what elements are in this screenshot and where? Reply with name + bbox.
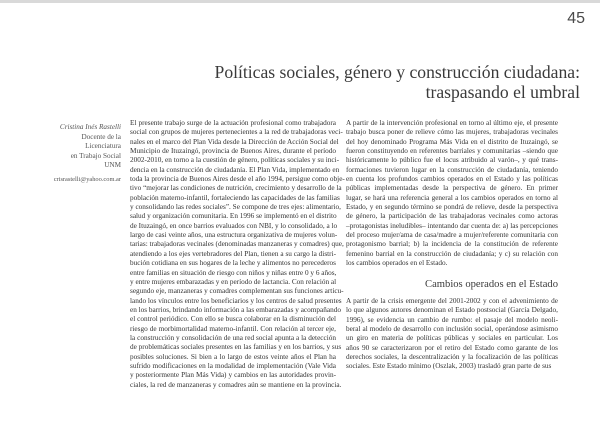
text-line: beral al modelo de desarrollo con inclusión social, operándose asimismo (346, 325, 558, 334)
text-line: población materno-infantil, fortaleciendo las capacidades de las familias (130, 193, 340, 202)
text-line: –protagonistas ineludibles– intentando dar cuenta de: a) las percepciones (346, 221, 558, 230)
author-affiliation: UNM (104, 161, 121, 170)
text-line: en los barrios, brindando información a las embarazadas y acompañando (130, 305, 341, 314)
page-number: 45 (567, 10, 585, 27)
text-line: lo que algunos autores denominan el Estado postsocial (García Delgado, (346, 306, 558, 315)
author-email: crisrastelli@yahoo.com.ar (53, 175, 121, 183)
text-line: lugar, se hará una referencia general a los cambios operados en torno al (346, 193, 558, 202)
text-line: 1996), se evidencia un cambio de rumbo: el pasaje del modelo neoli- (346, 315, 558, 324)
author-affiliation: en Trabajo Social (70, 151, 121, 160)
text-line: bución cotidiana en sus hogares de la leche y alimentos no perecederos (130, 259, 336, 268)
text-line: nales en el marco del Plan Vida desde la Dirección de Acción Social del (130, 137, 339, 146)
body-column-right-top (346, 119, 558, 269)
author-name: Cristina Inés Rastelli (59, 123, 121, 131)
text-line: salud y organización comunitaria. En 1996 se implementó en el distrito (130, 212, 337, 221)
text-line: de género, la participación de las trabajadoras vecinales como actoras (346, 212, 558, 221)
text-line: la construcción y consolidación de una red social apunta a la detección (130, 333, 336, 342)
text-line: públicas implementadas desde la perspectiva de género. En primer (346, 184, 558, 193)
title-line: traspasando el umbral (425, 82, 580, 102)
body-column-right-bottom (346, 297, 558, 372)
text-line: años 90 se caracterizaron por el retiro del Estado como garante de los (346, 343, 558, 352)
text-line: y entre mujeres embarazadas y en período de lactancia. Con relación al (130, 277, 337, 286)
text-line: largo de casi veinte años, una estructura organizativa de mujeres volun- (130, 231, 338, 240)
text-line: posibles soluciones. Si bien a lo largo de estos veinte años el Plan ha (130, 352, 336, 361)
text-line: formaciones tuvieron lugar en la construcción de ciudadanía, teniendo (346, 165, 558, 174)
text-line: ciales, la red de manzaneras y comadres aún se mantiene en la provincia. (130, 380, 342, 389)
text-line: los cambios operados en el Estado. (346, 259, 448, 268)
author-affiliation: Docente de la (81, 132, 121, 141)
text-line: derechos sociales, la descentralización y la focalización de las políticas (346, 353, 558, 362)
section-heading: Cambios operados en el Estado (425, 279, 558, 290)
text-line: y posteriormente Plan Más Vida) y cambios en las autoridades provin- (130, 371, 336, 380)
author-block (24, 123, 121, 185)
text-line: Estado, y en segundo término se pondrá de relieve, desde la perspectiva (346, 203, 558, 212)
text-line: del proceso mujer/ama de casa/madre a mujer/referente comunitaria con (346, 231, 558, 240)
text-line: tivo “mejorar las condiciones de nutrición, crecimiento y desarrollo de la (130, 184, 342, 193)
text-line: fueron constituyendo en referentes barriales y comunitarias –siendo que (346, 147, 558, 156)
text-line: toda la provincia de Buenos Aires desde el año 1994, persigue como obje- (130, 175, 345, 184)
text-line: de problemáticas sociales presentes en las familias y en los barrios, y sus (130, 343, 342, 352)
text-line: social con grupos de mujeres pertenecientes a la red de trabajadoras veci- (130, 128, 343, 137)
text-line: Municipio de Ituzaingó, provincia de Buenos Aires, durante el período (130, 147, 336, 156)
text-line: el control periódico. Con ello se busca colaborar en la disminución del (130, 315, 336, 324)
text-line: entre familias en situación de riesgo con niños y niñas entre 0 y 6 años, (130, 268, 337, 277)
text-line: protagonismo barrial; b) la incidencia de la constitución de referente (346, 240, 558, 249)
text-line: segundo eje, manzaneras y comadres complementan sus funciones articu- (130, 287, 344, 296)
title-line: Políticas sociales, género y construcción ciudadana: (214, 62, 580, 82)
text-line: riesgo de morbimortalidad materno-infantil. Con relación al tercer eje, (130, 324, 336, 333)
text-line: El presente trabajo surge de la actuación profesional como trabajadora (130, 119, 336, 127)
text-line: un giro en materia de políticas públicas y sociales en particular. Los (346, 334, 558, 343)
top-rule (0, 0, 600, 3)
text-line: de Ituzaingó, en once barrios evaluados con NBI, y lo consolidado, a lo (130, 221, 338, 230)
text-line: sociales. Este Estado mínimo (Oszlak, 2003) trasladó gran parte de sus (346, 362, 552, 371)
text-line: sufrido modificaciones en la modalidad de implementación (Vale Vida (130, 361, 336, 370)
text-line: A partir de la crisis emergente del 2001-2002 y con el advenimiento de (346, 297, 558, 305)
text-line: atendiendo a los ejes vertebradores del Plan, tienen a su cargo la distri- (130, 249, 336, 258)
text-line: dencia en la construcción de ciudadanía. El Plan Vida, implementado en (130, 165, 340, 174)
text-line: y consolidando las redes sociales”. Se compone de tres ejes: alimentario, (130, 203, 341, 212)
text-line: A partir de la intervención profesional en torno al último eje, el presente (346, 119, 558, 127)
article-title (140, 62, 580, 102)
text-line: 2002-2010, en torno a la cuestión de género, políticas sociales y su inci- (130, 156, 339, 165)
author-affiliation: Licenciatura (85, 142, 121, 151)
text-line: en cuenta los profundos cambios operados en el Estado y las políticas (346, 175, 558, 184)
body-column-left (130, 119, 345, 390)
text-line: históricamente lo público fue el locus atribuido al varón–, y qué trans- (346, 156, 558, 165)
text-line: femenino barrial en la construcción de ciudadanía; y c) su relación con (346, 249, 558, 258)
text-line: tarias: trabajadoras vecinales (denominadas manzaneras y comadres) que, (130, 240, 344, 249)
text-line: lando los vínculos entre los beneficiarios y los centros de salud presentes (130, 296, 342, 305)
text-line: del hoy denominado Programa Más Vida en el distrito de Ituzaingó, se (346, 137, 558, 146)
text-line: trabajo busca poner de relieve cómo las mujeres, trabajadoras vecinales (346, 128, 558, 137)
